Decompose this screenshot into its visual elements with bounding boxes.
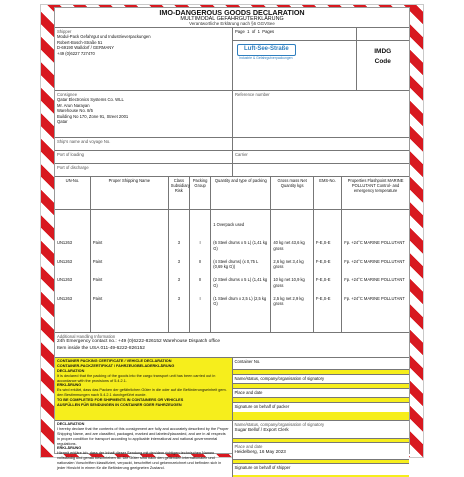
properties: Fp. +24°C MARINE POLLUTANT	[342, 258, 409, 277]
form-subtitle: MULTIMODAL GEFAHRGUTERKLÄRUNG	[180, 15, 284, 22]
consignee-line: Warehouse No. 8/5	[57, 108, 93, 114]
col-header-packing: Quantity and type of packing	[211, 177, 271, 210]
page-label: Page	[235, 28, 245, 34]
un-number: UN1263	[57, 240, 73, 246]
cert-text-en: It is declared that the packing of the goods into the cargo transport unit has been carried out in accordance with the provisions of 5.4.2.1.	[57, 373, 216, 383]
packing-qty: (4 Steel drums) (x 0,75 L (0,69 kg G))	[211, 258, 271, 277]
consignee-label: Consignee	[57, 91, 78, 97]
packing-group: I	[190, 239, 211, 258]
port-discharge-label: Port of discharge	[57, 164, 89, 170]
shipper-line: D-69190 Walldorf / GERMANY	[57, 45, 115, 51]
goods-table	[55, 177, 409, 332]
page-total[interactable]: 1	[257, 28, 260, 34]
consignee-row	[55, 90, 409, 137]
un-number: UN1263	[57, 258, 73, 264]
shipper-signature-field[interactable]: Signature on behalf of shipper	[233, 463, 410, 475]
shipper-declaration	[55, 421, 232, 477]
discharge-row	[55, 163, 409, 176]
gross-mass: 2,5 kg net 2,9 kg gross	[271, 295, 313, 314]
gross-mass: 10 kg net 10,9 kg gross	[271, 276, 313, 295]
packing-group: II	[190, 258, 211, 277]
consignee-line: Qatar Electronics Systems Co. WLL	[57, 97, 124, 103]
page-of-label: of	[251, 28, 256, 34]
place-date-field[interactable]	[233, 442, 410, 460]
packing-qty: (6 Steel drums x 5 L) (1,41 kg G)	[211, 239, 271, 258]
pages-label: Pages	[262, 28, 275, 34]
ems-number: F-E,S-E	[313, 295, 341, 314]
shipping-name: Paint	[90, 239, 168, 258]
packer-name-field[interactable]: Name/status, company/organisation of signatory	[233, 374, 410, 384]
imdg-box	[356, 41, 410, 90]
signatory-value: Sugar Bellof / Export Clerk	[234, 427, 289, 433]
container-certificate	[55, 358, 232, 420]
consignee-line: Building No 170, Zone 91, Street 2001	[57, 113, 129, 119]
handling-box[interactable]	[55, 333, 409, 357]
logo-box	[233, 41, 356, 90]
cert-note-en: TO BE COMPLETED FOR SHIPMENTS IN CONTAINERS OR VEHICLES	[57, 398, 184, 403]
table-row	[55, 276, 409, 295]
form-note: Verantwortliche Erklärung nach §6 GGVSee	[189, 21, 275, 27]
container-no-field[interactable]: Container No.	[233, 358, 410, 370]
shipping-name: Paint	[90, 295, 168, 314]
properties: Fp. +24°C MARINE POLLUTANT	[342, 295, 409, 314]
reference-label: Reference number	[235, 91, 270, 97]
table-row	[55, 239, 409, 258]
declaration-text-de: Hiermit erkläre ich, dass der Inhalt dieser Sendung mit den/dem richtigen technischen Namen vollständig und genau beschrieben ist. Die Güter sind nach den geltenden internationalen und nationalen Vorschriften klassifiziert, verpackt, beschriftet und gekennzeichnet und befinden sich in jeder Hinsicht in einem für die Beförderung geeigneten Zustand.	[57, 451, 222, 471]
goods-header-row	[55, 177, 409, 210]
shipper-label: Shipper	[57, 28, 72, 34]
packing-qty: (2 Steel drums x 5 L) (1,41 kg G)	[211, 276, 271, 295]
consignee-line: Qatar	[57, 119, 68, 125]
port-discharge-box[interactable]	[55, 164, 232, 176]
page-logo-box	[232, 28, 409, 90]
consignee-box[interactable]	[55, 91, 232, 137]
table-row	[55, 295, 409, 314]
cert-declaration-heading: DECLARATION	[57, 368, 85, 373]
usa-contact: Item inside the USA 011-49-6222-826152	[57, 345, 145, 351]
un-number: UN1263	[57, 277, 73, 283]
declaration-heading: DECLARATION	[57, 421, 85, 426]
port-loading-label: Port of loading	[57, 151, 85, 157]
ship-blank	[232, 138, 409, 150]
class: 3	[168, 295, 189, 314]
gross-mass: 2,6 kg net 3,4 kg gross	[271, 258, 313, 277]
shipper-line: Modul-Pack Gefahrgut und Industrieverpackungen	[57, 34, 151, 40]
table-filler-row	[55, 313, 409, 332]
overpack-row	[55, 209, 409, 239]
discharge-blank	[232, 164, 409, 176]
company-logo: Luft-See-Straße	[237, 44, 296, 56]
table-row	[55, 258, 409, 277]
loading-row	[55, 150, 409, 163]
imdg-code-label: Code	[374, 57, 391, 65]
ship-row	[55, 137, 409, 150]
page-counter	[233, 28, 356, 40]
shipper-box[interactable]	[55, 28, 232, 90]
port-loading-box[interactable]	[55, 151, 232, 163]
ems-number: F-E,S-E	[313, 258, 341, 277]
cert-text-de: Es wird erklärt, dass das Packen der gefährlichen Güter in die oder auf die Beförderungseinheit gem. den Bestimmungen nach 5.4.2.1 durchgeführt wurde.	[57, 388, 227, 398]
logo-row	[233, 41, 409, 90]
cert-heading-de: CONTAINER-PACKZERTIFIKAT / FAHRZEUGBELADERKLÄRUNG	[57, 363, 175, 368]
handling-row	[55, 332, 409, 357]
col-header-name: Proper Shipping Name	[90, 177, 168, 210]
container-cert-row	[55, 357, 409, 420]
packing-group: II	[190, 276, 211, 295]
cert-erklaerung-heading: ERKLÄRUNG	[57, 383, 82, 388]
packer-place-date-field[interactable]: Place and date	[233, 388, 410, 398]
shipper-fields	[232, 421, 410, 477]
properties: Fp. +24°C MARINE POLLUTANT	[342, 276, 409, 295]
overpack-note: 1 Overpack used	[211, 209, 271, 239]
packer-signature-field[interactable]: Signature on behalf of packer	[233, 402, 410, 412]
handling-label: Additional Handling Information	[57, 333, 116, 339]
page-blank	[356, 28, 409, 40]
ship-label: Ship's name and voyage No.	[57, 138, 111, 144]
carrier-box[interactable]	[232, 151, 409, 163]
cert-heading: CONTAINER PACKING CERTIFICATE / VEHICLE DECLARATION	[57, 358, 172, 363]
class: 3	[168, 239, 189, 258]
carrier-label: Carrier	[235, 151, 248, 157]
hazard-stripe-border	[40, 4, 424, 471]
shipper-line: Robert-Bosch-Straße 51	[57, 39, 103, 45]
shipping-name: Paint	[90, 276, 168, 295]
shipper-line: +49 (0)6227 727470	[57, 50, 95, 56]
emergency-contact: 24h Emergency contact no.: +49 (0)6222-826152 Warehouse Dispatch office	[57, 339, 221, 345]
imdg-label: IMDG	[374, 47, 392, 55]
declaration-heading-de: ERKLÄRUNG	[57, 446, 82, 451]
dg-declaration-form	[54, 7, 410, 471]
signatory-label: Name/status, company/organisation of signatory	[234, 421, 325, 427]
form-title: IMO-DANGEROUS GOODS DECLARATION	[159, 8, 305, 17]
gross-mass: 40 kg net 43,6 kg gross	[271, 239, 313, 258]
col-header-properties: Properties Flashpoint MARINE POLLUTANT Control- and emergency temperature	[342, 177, 409, 210]
place-date-label: Place and date	[234, 443, 263, 449]
logo-tagline: Industrie & Gefahrgutverpackungen	[239, 55, 293, 60]
ems-number: F-E,S-E	[313, 239, 341, 258]
reference-box[interactable]	[232, 91, 409, 137]
col-header-class: Class Subsidiary Risk	[168, 177, 189, 210]
place-date-value: Heidelberg, 16 May 2023	[234, 449, 286, 455]
class: 3	[168, 276, 189, 295]
form-header	[55, 8, 409, 27]
col-header-pg: Packing Group	[190, 177, 211, 210]
packing-group: I	[190, 295, 211, 314]
page-info-row	[233, 28, 409, 41]
col-header-ems: EMS-No.	[313, 177, 341, 210]
packer-fields	[232, 358, 410, 420]
shipper-row	[55, 27, 409, 90]
shipping-name: Paint	[90, 258, 168, 277]
properties: Fp. +24°C MARINE POLLUTANT	[342, 239, 409, 258]
ship-name-box[interactable]	[55, 138, 232, 150]
consignee-line: Mr. Arun Narayan	[57, 102, 90, 108]
class: 3	[168, 258, 189, 277]
ems-number: F-E,S-E	[313, 276, 341, 295]
col-header-un: UN-No.	[55, 177, 90, 210]
packing-qty: (1 Steel drum x 2,5 L) (2,5 kg G)	[211, 295, 271, 314]
col-header-mass: Gross mass Net Quantity kgs	[271, 177, 313, 210]
un-number: UN1263	[57, 295, 73, 301]
page-number[interactable]: 1	[247, 28, 250, 34]
goods-section	[55, 176, 409, 332]
signatory-field[interactable]	[233, 421, 410, 439]
cert-note-de: AUSFÜLLEN FÜR SENDUNGEN IN CONTAINER ODER FAHRZEUGEN	[57, 403, 182, 408]
declaration-row	[55, 420, 409, 477]
declaration-text-en: I hereby declare that the contents of this consignment are fully and accurately described by the Proper Shipping Name, and are classified, packaged, marked and labeled/placarded, and are in all respects in proper condition for transport according to applicable international and national governmental regulations.	[57, 426, 229, 446]
